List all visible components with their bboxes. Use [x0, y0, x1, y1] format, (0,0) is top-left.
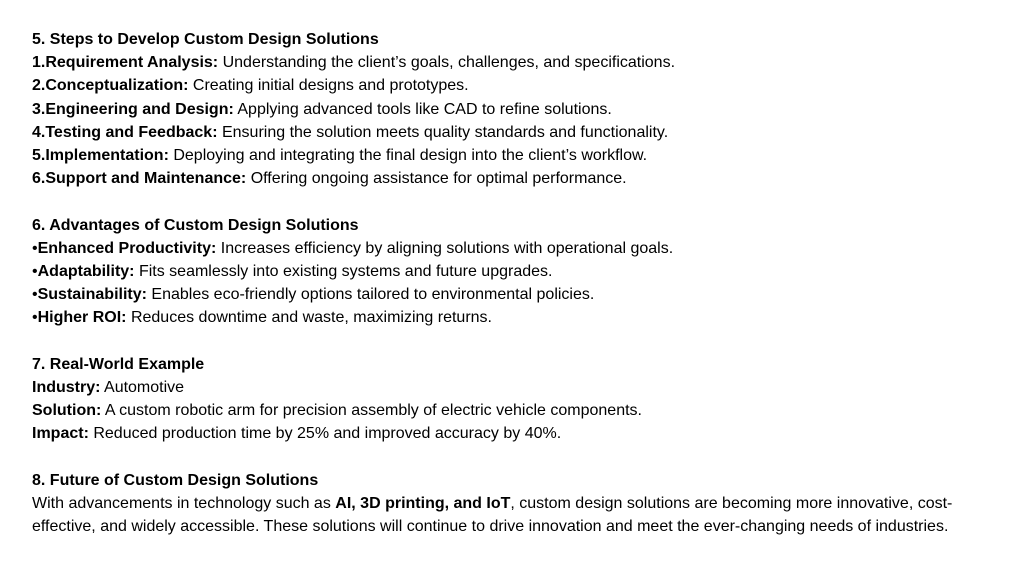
step-text: Offering ongoing assistance for optimal performance. [246, 170, 627, 188]
example-text: A custom robotic arm for precision assembly of electric vehicle components. [101, 402, 642, 420]
step-text: Ensuring the solution meets quality standards and functionality. [217, 123, 669, 141]
example-item [32, 422, 992, 445]
advantage-label: Higher ROI: [37, 309, 127, 327]
future-text-after: , custom design solutions are becoming more innovative, cost-effective, and widely accessible. These solutions will continue to drive innovation and meet the ever-changing needs of industries. [32, 495, 953, 536]
step-label: 5.Implementation: [32, 147, 169, 165]
example-heading: 7. Real-World Example [32, 355, 205, 373]
advantage-label: Adaptability: [37, 263, 135, 281]
advantage-text: Enables eco-friendly options tailored to environmental policies. [146, 286, 595, 304]
example-item [32, 376, 992, 399]
section-spacer [32, 190, 992, 213]
advantage-item [32, 306, 992, 329]
future-text-before: With advancements in technology such as [32, 495, 336, 513]
step-item [32, 74, 992, 97]
step-item [32, 144, 992, 167]
advantage-item [32, 283, 992, 306]
bullet-icon: • [32, 286, 38, 304]
section-spacer [32, 446, 992, 469]
section-spacer [32, 330, 992, 353]
advantages-heading: 6. Advantages of Custom Design Solutions [32, 216, 359, 234]
step-label: 1.Requirement Analysis: [32, 54, 219, 72]
step-item [32, 51, 992, 74]
step-label: 3.Engineering and Design: [32, 100, 234, 118]
step-text: Creating initial designs and prototypes. [188, 77, 469, 95]
example-label: Impact: [32, 425, 89, 443]
example-text: Reduced production time by 25% and improved accuracy by 40%. [88, 425, 562, 443]
slide-content [32, 28, 992, 538]
example-label: Solution: [32, 402, 102, 420]
step-item [32, 98, 992, 121]
future-paragraph [32, 492, 962, 538]
advantage-text: Fits seamlessly into existing systems and future upgrades. [134, 263, 553, 281]
step-label: 2.Conceptualization: [32, 77, 189, 95]
advantage-item [32, 237, 992, 260]
future-heading: 8. Future of Custom Design Solutions [32, 471, 319, 489]
advantage-text: Increases efficiency by aligning solutions with operational goals. [216, 239, 674, 257]
example-text: Automotive [100, 379, 185, 397]
step-text: Understanding the client’s goals, challenges, and specifications. [218, 54, 676, 72]
bullet-icon: • [32, 309, 38, 327]
step-item [32, 167, 992, 190]
advantage-label: Enhanced Productivity: [37, 239, 217, 257]
future-text-bold: AI, 3D printing, and IoT [335, 495, 511, 513]
step-item [32, 121, 992, 144]
advantage-label: Sustainability: [37, 286, 147, 304]
advantage-item [32, 260, 992, 283]
step-label: 6.Support and Maintenance: [32, 170, 247, 188]
bullet-icon: • [32, 239, 38, 257]
steps-heading: 5. Steps to Develop Custom Design Solutions [32, 31, 379, 48]
advantage-text: Reduces downtime and waste, maximizing returns. [126, 309, 492, 327]
example-label: Industry: [32, 379, 101, 397]
step-text: Deploying and integrating the final design into the client’s workflow. [168, 147, 648, 165]
bullet-icon: • [32, 263, 38, 281]
step-text: Applying advanced tools like CAD to refine solutions. [233, 100, 612, 118]
example-item [32, 399, 992, 422]
step-label: 4.Testing and Feedback: [32, 123, 218, 141]
